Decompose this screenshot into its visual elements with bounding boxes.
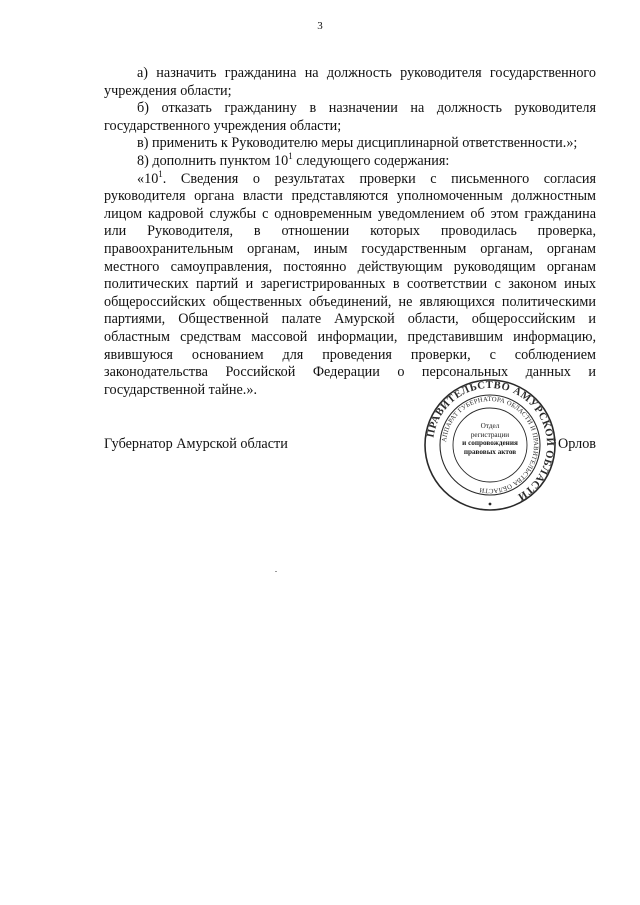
amendment-intro-text: 8) дополнить пунктом 10: [137, 152, 289, 169]
paragraph-refuse: б) отказать гражданину в назначении на должность руководителя государственного учреждения области;: [104, 100, 596, 134]
new-clause-superscript: 1: [158, 168, 163, 179]
seal-center-line-3: и сопровождения: [462, 439, 518, 448]
paragraph-new-clause: [104, 168, 596, 400]
seal-center-line-1: Отдел: [480, 422, 500, 430]
signer-title: Губернатор Амурской области: [104, 436, 288, 452]
scan-speck: [275, 571, 277, 572]
amendment-intro-tail: следующего содержания:: [292, 152, 450, 169]
seal-center-line-4: правовых актов: [463, 447, 517, 456]
paragraph-appoint: а) назначить гражданина на должность руководителя государственного учреждения области;: [104, 65, 596, 99]
paragraph-amendment-intro: [104, 150, 596, 171]
official-seal: [423, 378, 557, 512]
new-clause-text: . Сведения о результатах проверки с письменного согласия руководителя органа власти представляются уполномоченным должностным лицом кадровой службы с одновременным уведомлением об этом гражданина или Руководителя, в отношении которых проводилась проверка, правоохранительным органам, иным государственным органам, органам местного самоуправления, постоянно действующим руководящим органам политических партий и зарегистрированных в соответствии с законом иных общероссийских общественных объединений, не являющихся политическими партиями, Общественной палате Амурской области, общероссийским и областным средствам массовой информации, представившим информацию, явившуюся основанием для проведения проверки, с соблюдением законодательства Российской Федерации о персональных данных и государственной тайне.».: [104, 170, 596, 398]
page-number: 3: [317, 20, 323, 32]
seal-center-line-2: регистрации: [470, 430, 510, 439]
seal-inner-text: АППАРАТ ГУБЕРНАТОРА ОБЛАСТИ И ПРАВИТЕЛЬСТВА ОБЛАСТИ: [441, 395, 540, 495]
seal-dot: [489, 503, 492, 506]
seal-center-text: [451, 422, 529, 456]
signer-name: Орлов: [557, 436, 596, 452]
document-body: [104, 65, 596, 399]
seal-outer-text: ПРАВИТЕЛЬСТВО АМУРСКОЙ ОБЛАСТИ: [425, 379, 556, 503]
new-clause-number: «10: [137, 170, 159, 187]
paragraph-discipline: в) применить к Руководителю меры дисциплинарной ответственности.»;: [137, 135, 578, 152]
amendment-intro-superscript: 1: [288, 150, 293, 161]
